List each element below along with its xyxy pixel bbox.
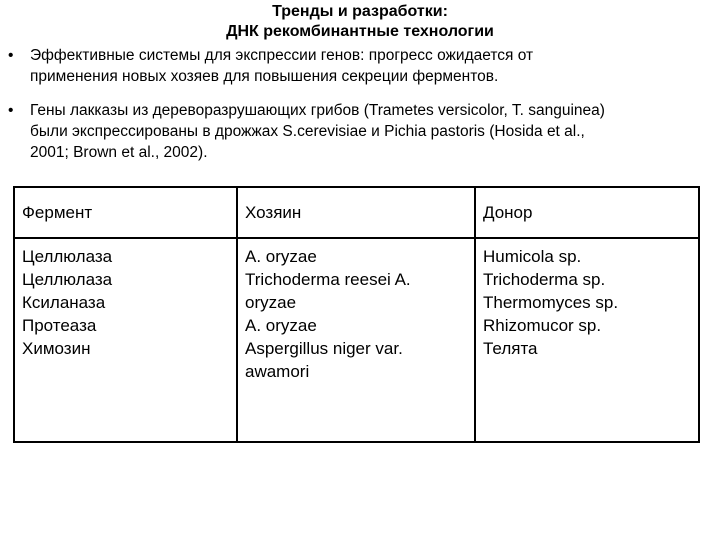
slide-title (0, 2, 720, 42)
donor-name: Thermomyces sp. (483, 293, 619, 312)
donor-name: Rhizomucor sp. (483, 316, 602, 335)
bullet-list (0, 45, 720, 163)
host-name: A. oryzae (245, 247, 317, 266)
enzyme-name: Целлюлаза (22, 247, 113, 266)
enzyme-name: Ксиланаза (22, 293, 106, 312)
host-name: Trichoderma reesei A. (245, 270, 411, 289)
donor-name: Humicola sp. (483, 247, 582, 266)
header-donor: Донор (475, 187, 699, 238)
host-column-cell (237, 238, 475, 442)
host-name: A. oryzae (245, 316, 317, 335)
enzyme-column-cell (14, 238, 237, 442)
host-name: Aspergillus niger var. (245, 339, 403, 358)
donor-name: Trichoderma sp. (483, 270, 606, 289)
header-enzyme: Фермент (14, 187, 237, 238)
enzyme-name: Целлюлаза (22, 270, 113, 289)
header-host: Хозяин (237, 187, 475, 238)
donor-column-cell (475, 238, 699, 442)
bullet-text-line: Эффективные системы для экспрессии генов: прогресс ожидается от (30, 47, 534, 64)
bullet-marker: • (8, 47, 14, 64)
bullet-item (0, 100, 720, 163)
enzyme-name: Химозин (22, 339, 91, 358)
enzyme-table (13, 186, 700, 443)
table-row (14, 238, 699, 442)
bullet-text-line: 2001; Brown et al., 2002). (30, 144, 208, 161)
table-header-row (14, 187, 699, 238)
host-name: awamori (245, 362, 310, 381)
title-line-1: Тренды и разработки: (272, 3, 448, 20)
host-name: oryzae (245, 293, 297, 312)
bullet-marker: • (8, 102, 14, 119)
bullet-item (0, 45, 720, 87)
title-line-2: ДНК рекомбинантные технологии (226, 23, 494, 40)
bullet-text-line: Гены лакказы из дереворазрушающих грибов (Trametes versicolor, T. sanguinea) (30, 102, 605, 119)
bullet-text-line: применения новых хозяев для повышения секреции ферментов. (30, 68, 499, 85)
enzyme-name: Протеаза (22, 316, 97, 335)
bullet-text-line: были экспрессированы в дрожжах S.cerevisiae и Pichia pastoris (Hosida et al., (30, 123, 585, 140)
donor-name: Телята (483, 339, 538, 358)
